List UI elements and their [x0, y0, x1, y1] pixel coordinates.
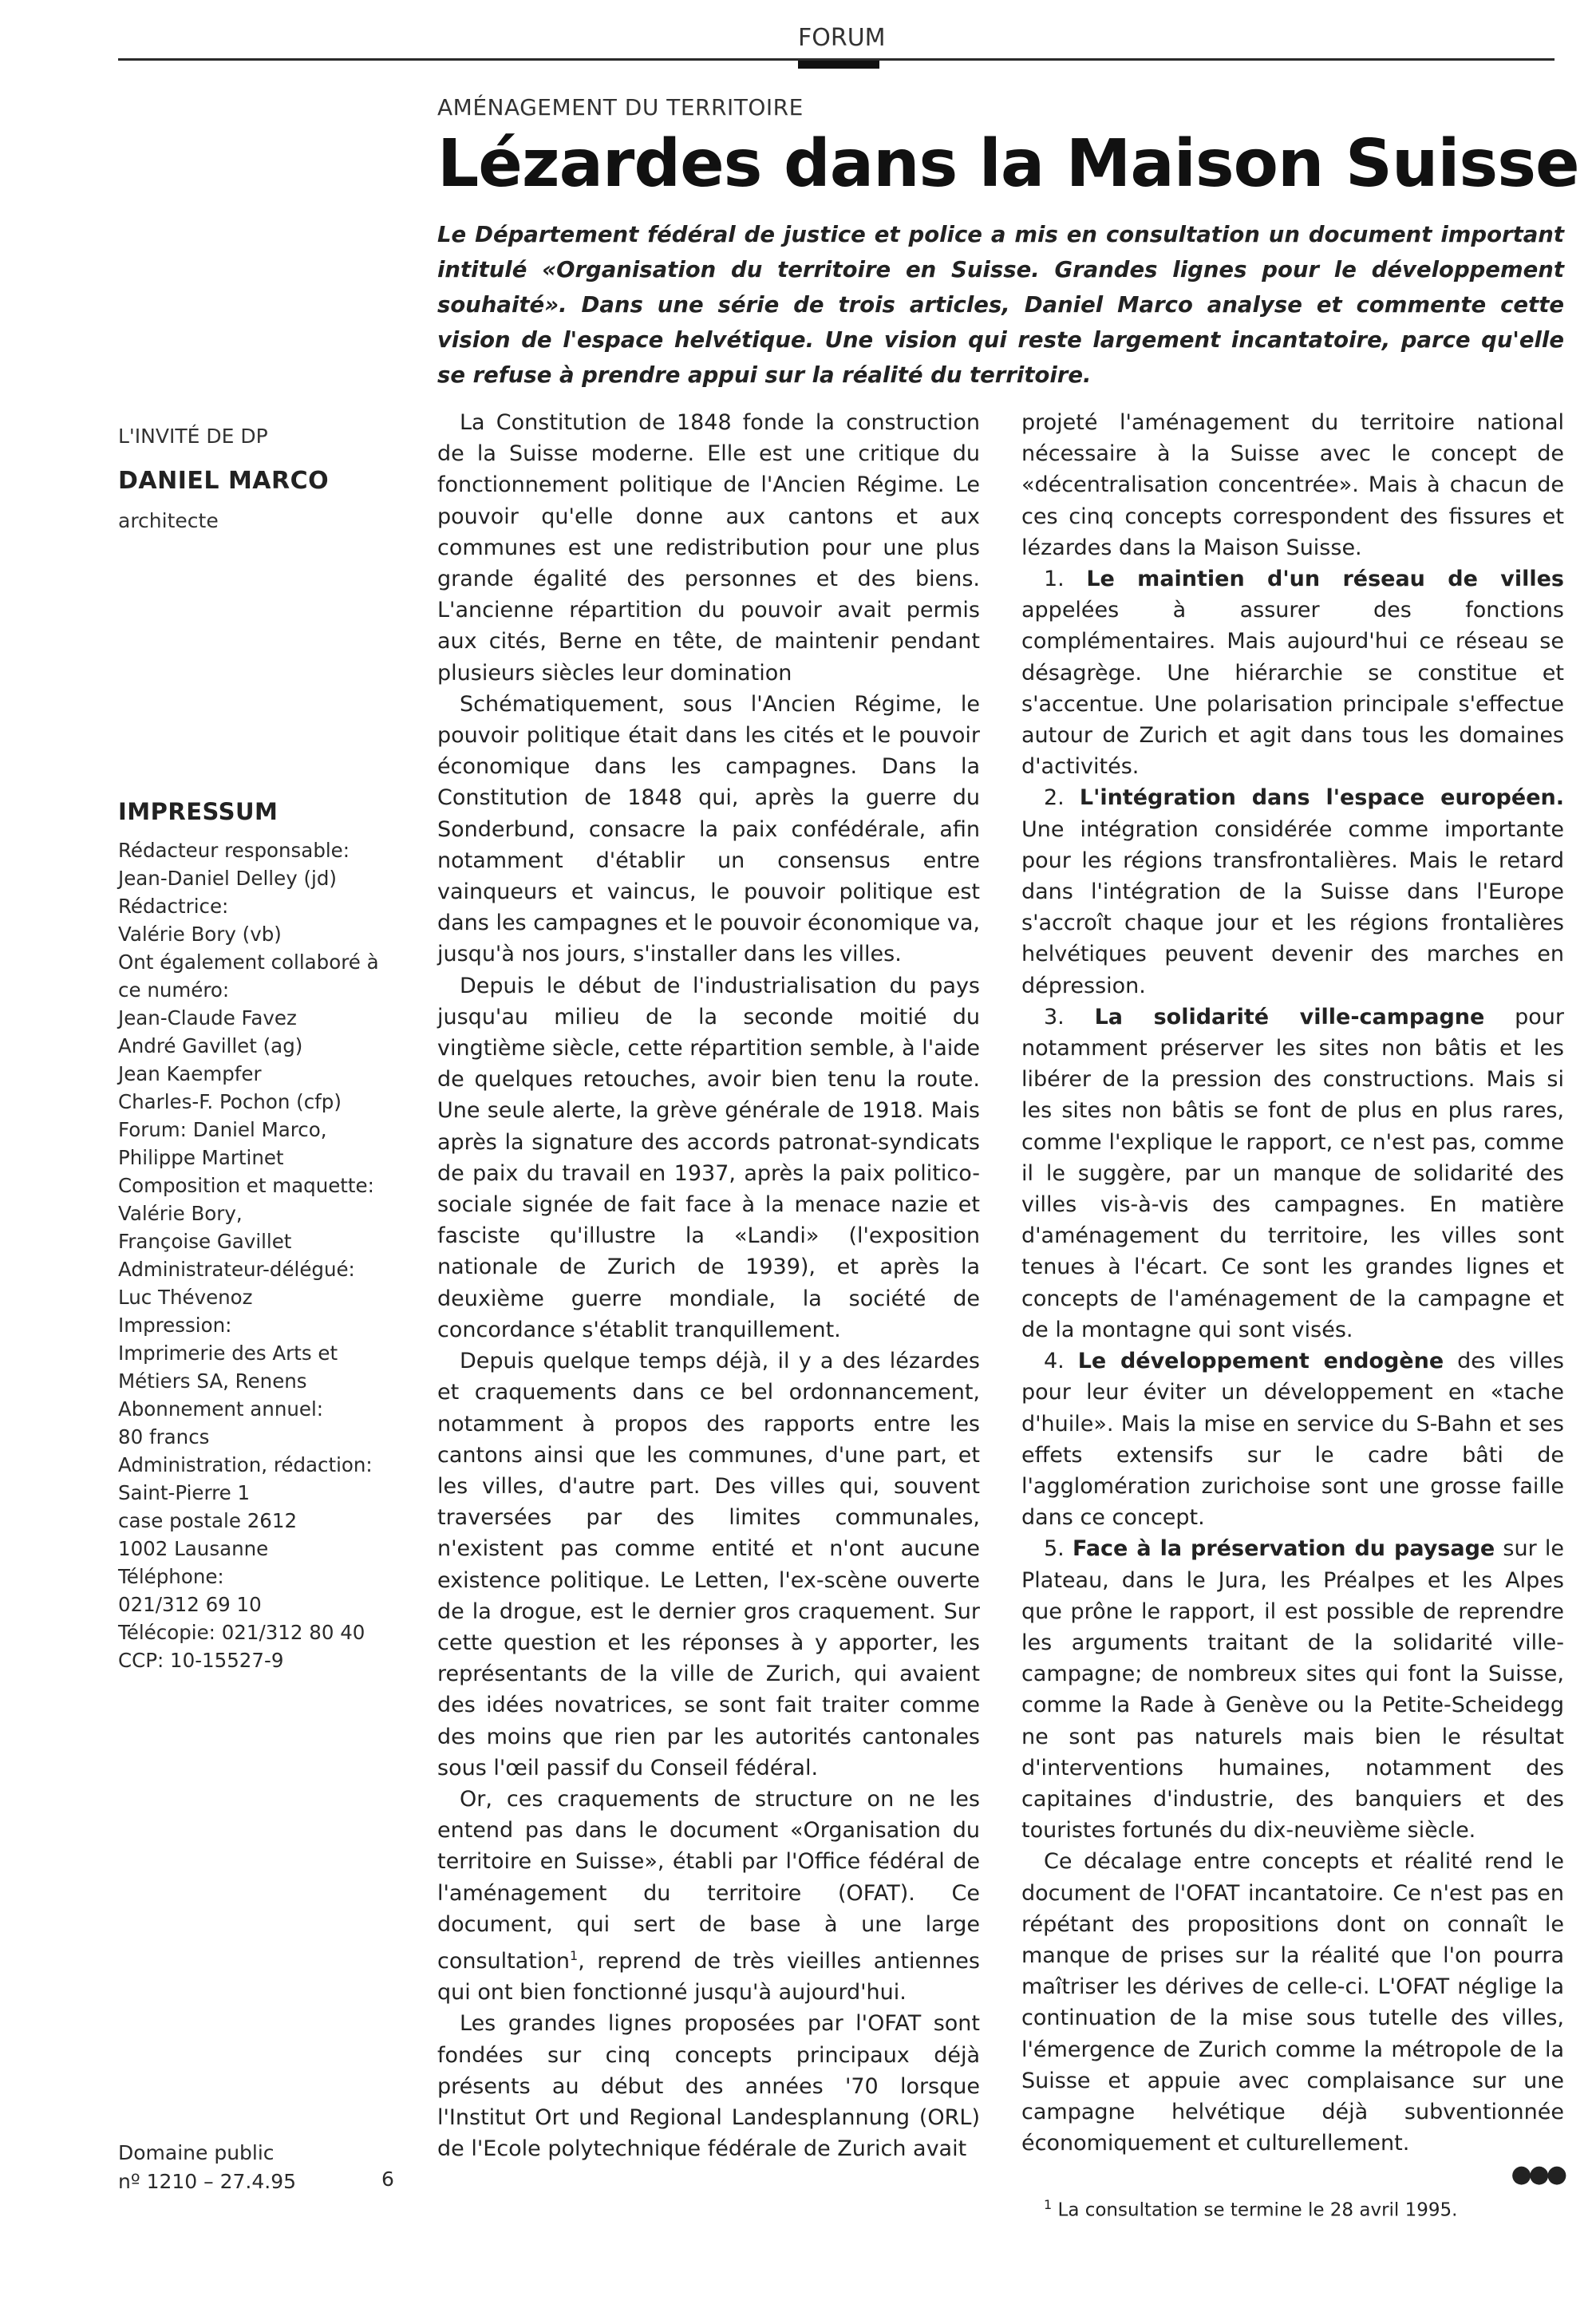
point-item: [1021, 563, 1564, 782]
footnote: [1021, 2191, 1564, 2225]
article-column-1: [437, 407, 980, 2164]
author-name: DANIEL MARCO: [118, 467, 330, 495]
point-text: appelées à assurer des fonctions complémentaires. Mais aujourd'hui ce réseau se désagrège. Une hiérarchie se constitue et s'accentue. Une polarisation principale s'effectue autour de Zurich et agit dans tous les domaines d'activités.: [1021, 598, 1564, 780]
impressum-line: Jean-Claude Favez: [118, 1006, 297, 1029]
impressum-line: Téléphone:: [118, 1565, 224, 1588]
impressum-line: 1002 Lausanne: [118, 1537, 269, 1560]
impressum-line: Valérie Bory,: [118, 1202, 243, 1225]
point-heading: L'intégration dans l'espace européen.: [1079, 785, 1564, 811]
impressum-line: Rédactrice:: [118, 895, 229, 918]
point-text: des villes pour leur éviter un développement en «tache d'huile». Mais la mise en service du S-Bahn et ses effets extensifs sur le cadre bâti de l'agglomération zurichoise sont une grosse faille dans ce concept.: [1021, 1349, 1564, 1531]
impressum-line: Luc Thévenoz: [118, 1286, 253, 1309]
point-number: 5.: [1044, 1536, 1065, 1562]
impressum-line: Télécopie: 021/312 80 40: [118, 1621, 365, 1644]
end-mark: ●●●: [1511, 2160, 1564, 2189]
point-number: 1.: [1044, 567, 1065, 592]
impressum-line: ce numéro:: [118, 978, 230, 1002]
page-number: 6: [381, 2168, 394, 2191]
paragraph: [437, 1784, 980, 2008]
impressum-line: CCP: 10-15527-9: [118, 1649, 284, 1672]
impressum-line: Saint-Pierre 1: [118, 1481, 251, 1504]
author-role: architecte: [118, 509, 219, 532]
point-heading: Le maintien d'un réseau de villes: [1086, 567, 1564, 592]
point-item: [1021, 1002, 1564, 1346]
impressum-line: case postale 2612: [118, 1509, 298, 1532]
impressum-line: Imprimerie des Arts et: [118, 1342, 338, 1365]
impressum-line: Forum: Daniel Marco,: [118, 1118, 327, 1141]
impressum-line: 80 francs: [118, 1425, 210, 1448]
point-heading: Face à la préservation du paysage: [1072, 1536, 1495, 1562]
point-item: [1021, 1346, 1564, 1533]
impressum-line: André Gavillet (ag): [118, 1034, 303, 1057]
impressum-line: Charles-F. Pochon (cfp): [118, 1090, 342, 1113]
article-kicker: AMÉNAGEMENT DU TERRITOIRE: [437, 94, 804, 121]
guest-label: L'INVITÉ DE DP: [118, 425, 268, 448]
point-item: [1021, 782, 1564, 1001]
paragraph: Depuis quelque temps déjà, il y a des lézardes et craquements dans ce bel ordonnancement, notamment à propos des rapports entre les cantons ainsi que les communes, d'une part, et les villes, d'autre part. Des villes qui, souvent traversées par des limites communales, n'existent pas comme entité et n'ont aucune existence politique. Le Letten, l'ex-scène ouverte de la drogue, est le dernier gros craquement. Sur cette question et les réponses à y apporter, les représentants de la ville de Zurich, qui avaient des idées novatrices, se sont fait traiter comme des moins que rien par les autorités cantonales sous l'œil passif du Conseil fédéral.: [437, 1349, 980, 1780]
paragraph-text: Or, ces craquements de structure on ne les entend pas dans le document «Organisation du territoire en Suisse», établi par l'Office fédéral de l'aménagement du territoire (OFAT). Ce document, qui sert de base à une large consultation: [437, 1786, 980, 1974]
footnote-number: 1: [1044, 2196, 1053, 2212]
point-heading: La solidarité ville-campagne: [1094, 1004, 1485, 1029]
impressum-line: Administration, rédaction:: [118, 1453, 373, 1476]
paragraph: Ce décalage entre concepts et réalité rend le document de l'OFAT incantatoire. Ce n'est pas en répétant des propositions dont on connaît le manque de prises sur la réalité que l'on pourra maîtriser les dérives de celle-ci. L'OFAT néglige la continuation de la mise sous tutelle des villes, l'émergence de Zurich comme la métropole de la Suisse et appuie avec complaisance sur une campagne helvétique déjà subventionnée économiquement et culturellement.: [1021, 1849, 1564, 2156]
footnote-ref: 1: [570, 1947, 579, 1963]
impressum-line: Abonnement annuel:: [118, 1397, 324, 1421]
footnote-text: La consultation se termine le 28 avril 1995.: [1057, 2199, 1458, 2221]
section-label: FORUM: [798, 24, 886, 52]
paragraph: projeté l'aménagement du territoire national nécessaire à la Suisse avec le concept de «décentralisation concentrée». Mais à chacun de ces cinq concepts correspondent des fissures et lézardes dans la Maison Suisse.: [1021, 410, 1564, 560]
point-text: pour notamment préserver les sites non bâtis et les libérer de la pression des constructions. Mais si les sites non bâtis se font de plus en plus rares, comme l'explique le rapport, ce n'est pas, comme il le suggère, par un manque de solidarité des villes vis-à-vis des campagnes. En matière d'aménagement du territoire, les villes sont tenues à l'écart. Ce sont les grandes lignes et concepts de l'aménagement de la campagne et de la montagne qui sont visés.: [1021, 1004, 1564, 1342]
paragraph: La Constitution de 1848 fonde la construction de la Suisse moderne. Elle est une critique du fonctionnement politique de l'Ancien Régime. Le pouvoir qu'elle donne aux cantons et aux communes est une redistribution pour une plus grande égalité des personnes et des biens. L'ancienne répartition du pouvoir avait permis aux cités, Berne en tête, de maintenir pendant plusieurs siècles leur domination: [437, 410, 980, 686]
impressum-list: [118, 836, 421, 1674]
impressum-line: Jean-Daniel Delley (jd): [118, 867, 337, 890]
point-heading: Le développement endogène: [1077, 1349, 1444, 1374]
point-text: Une intégration considérée comme importante pour les régions transfrontalières. Mais le retard dans l'intégration de la Suisse dans l'Europe s'accroît chaque jour et les régions frontalières helvétiques peuvent devenir des marches en dépression.: [1021, 816, 1564, 998]
impressum-line: Impression:: [118, 1314, 232, 1337]
impressum-line: Philippe Martinet: [118, 1146, 284, 1169]
publication-name: Domaine public: [118, 2141, 275, 2164]
point-number: 4.: [1044, 1349, 1065, 1374]
paragraph-text: , reprend de très vieilles antiennes qui ont bien fonctionné jusqu'à aujourd'hui.: [437, 1948, 980, 2006]
issue-number: nº 1210 – 27.4.95: [118, 2170, 297, 2193]
paragraph: Les grandes lignes proposées par l'OFAT sont fondées sur cinq concepts principaux déjà présents au début des années '70 lorsque l'Institut Ort und Regional Landesplannung (ORL) de l'Ecole polytechnique fédérale de Zurich avait: [437, 2011, 980, 2162]
article-title: Lézardes dans la Maison Suisse: [437, 126, 1579, 202]
point-number: 3.: [1044, 1004, 1065, 1029]
publication-info: [118, 2139, 296, 2196]
impressum-line: Françoise Gavillet: [118, 1230, 292, 1253]
impressum-line: Rédacteur responsable:: [118, 839, 350, 862]
article-column-2: [1021, 407, 1564, 2224]
impressum-line: Jean Kaempfer: [118, 1062, 262, 1085]
point-number: 2.: [1044, 785, 1065, 811]
impressum-line: Valérie Bory (vb): [118, 923, 282, 946]
impressum-title: IMPRESSUM: [118, 798, 279, 825]
paragraph: Depuis le début de l'industrialisation du pays jusqu'au milieu de la seconde moitié du vingtième siècle, cette répartition semble, à l'aide de quelques retouches, avoir bien tenu la route. Une seule alerte, la grève générale de 1918. Mais après la signature des accords patronat-syndicats de paix du travail en 1937, après la paix politico-sociale signée de fait face à la menace nazie et fasciste qu'illustre la «Landi» (l'exposition nationale de Zurich de 1939), et après la deuxième guerre mondiale, la société de concordance s'établit tranquillement.: [437, 973, 980, 1342]
impressum-line: Composition et maquette:: [118, 1174, 374, 1197]
header-rule-accent: [798, 61, 879, 69]
impressum-line: Métiers SA, Renens: [118, 1369, 307, 1393]
paragraph: Schématiquement, sous l'Ancien Régime, le pouvoir politique était dans les cités et le pouvoir économique dans les campagnes. Dans la Constitution de 1848 qui, après la guerre du Sonderbund, consacre la paix confédérale, afin notamment d'établir un consensus entre vainqueurs et vaincus, le pouvoir politique est dans les campagnes et le pouvoir économique va, jusqu'à nos jours, s'installer dans les villes.: [437, 691, 980, 967]
point-item: [1021, 1533, 1564, 1846]
impressum-line: 021/312 69 10: [118, 1593, 262, 1616]
impressum-line: Ont également collaboré à: [118, 950, 379, 974]
impressum-line: Administrateur-délégué:: [118, 1258, 355, 1281]
article-lead: Le Département fédéral de justice et police a mis en consultation un document important intitulé «Organisation du territoire en Suisse. Grandes lignes pour le développement souhaité». Dans une série de trois articles, Daniel Marco analyse et commente cette vision de l'espace helvétique. Une vision qui reste largement incantatoire, parce qu'elle se refuse à prendre appui sur la réalité du territoire.: [437, 222, 1564, 388]
point-text: sur le Plateau, dans le Jura, les Préalpes et les Alpes que prône le rapport, il est possible de reprendre les arguments traitant de la solidarité ville-campagne; de nombreux sites qui font la Suisse, comme la Rade à Genève ou la Petite-Scheidegg ne sont pas naturels mais bien le résultat d'interventions humaines, notamment des capitaines d'industrie, des banquiers et des touristes fortunés du dix-neuvième siècle.: [1021, 1536, 1564, 1844]
